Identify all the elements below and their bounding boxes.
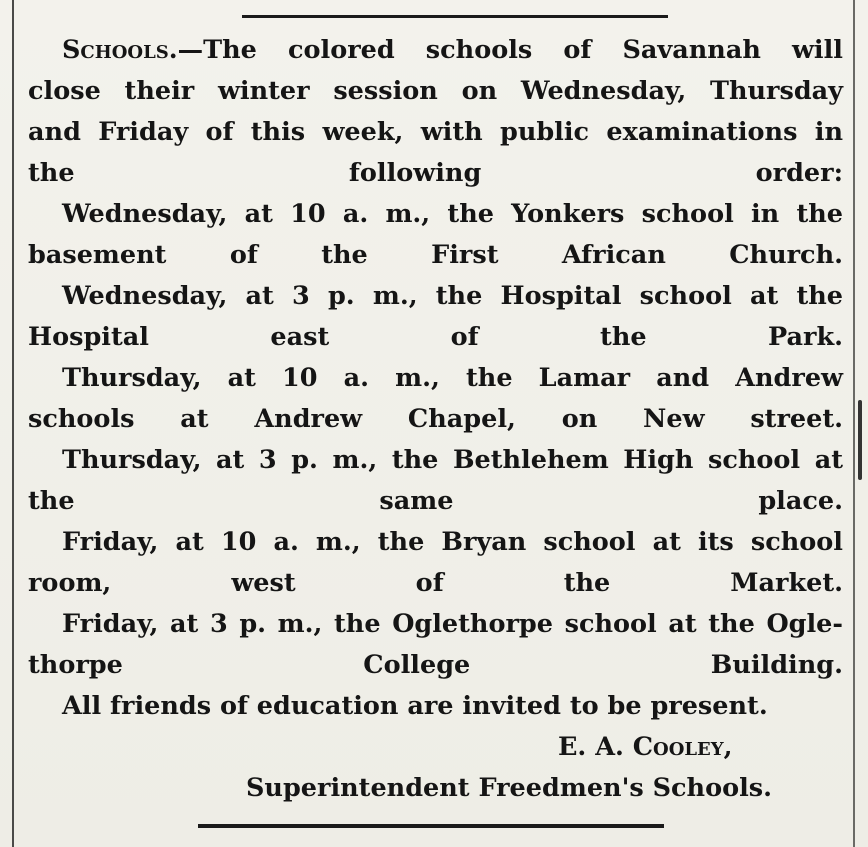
schedule-friday-pm bbox=[28, 604, 843, 686]
schedule-line: schools at Andrew Chapel, on New street. bbox=[28, 404, 843, 434]
closing-line: All friends of education are invited to be present. bbox=[62, 691, 768, 721]
schedule-line: Wednesday, at 10 a. m., the Yonkers school in the bbox=[62, 199, 843, 229]
adjacent-column-fragment bbox=[858, 400, 862, 480]
schedule-line: the same place. bbox=[28, 486, 843, 516]
schedule-thursday-am bbox=[28, 358, 843, 440]
signature-title: Superintendent Freedmen's Schools. bbox=[246, 773, 773, 803]
top-rule bbox=[242, 15, 668, 18]
intro-line-2: close their winter session on Wednesday, Thursday bbox=[28, 76, 843, 106]
intro-line-3: and Friday of this week, with public examinations in bbox=[28, 117, 843, 147]
article-heading: Schools. bbox=[62, 35, 178, 65]
schedule-line: Hospital east of the Park. bbox=[28, 322, 843, 352]
schedule-line: thorpe College Building. bbox=[28, 650, 843, 680]
column-border-left bbox=[12, 0, 14, 847]
schedule-line: Friday, at 3 p. m., the Oglethorpe school at the Ogle- bbox=[62, 609, 843, 639]
intro-line-4: the following order: bbox=[28, 158, 843, 188]
schedule-line: Friday, at 10 a. m., the Bryan school at its school bbox=[62, 527, 843, 557]
column-border-right bbox=[853, 0, 855, 847]
schedule-line: Thursday, at 3 p. m., the Bethlehem High school at bbox=[62, 445, 843, 475]
schedule-line: room, west of the Market. bbox=[28, 568, 843, 598]
bottom-rule bbox=[198, 824, 664, 828]
closing-paragraph bbox=[28, 686, 843, 727]
schedule-line: Thursday, at 10 a. m., the Lamar and Andrew bbox=[62, 363, 843, 393]
intro-line-1-text: —The colored schools of Savannah will bbox=[177, 35, 843, 65]
schedule-line: basement of the First African Church. bbox=[28, 240, 843, 270]
schedule-wednesday-am bbox=[28, 194, 843, 276]
schedule-thursday-pm bbox=[28, 440, 843, 522]
schedule-friday-am bbox=[28, 522, 843, 604]
intro-paragraph bbox=[28, 30, 843, 194]
schedule-line: Wednesday, at 3 p. m., the Hospital school at the bbox=[62, 281, 843, 311]
schedule-wednesday-pm bbox=[28, 276, 843, 358]
signature-name: E. A. Cooley, bbox=[558, 732, 733, 762]
intro-line-1 bbox=[28, 30, 843, 71]
article bbox=[28, 30, 843, 803]
